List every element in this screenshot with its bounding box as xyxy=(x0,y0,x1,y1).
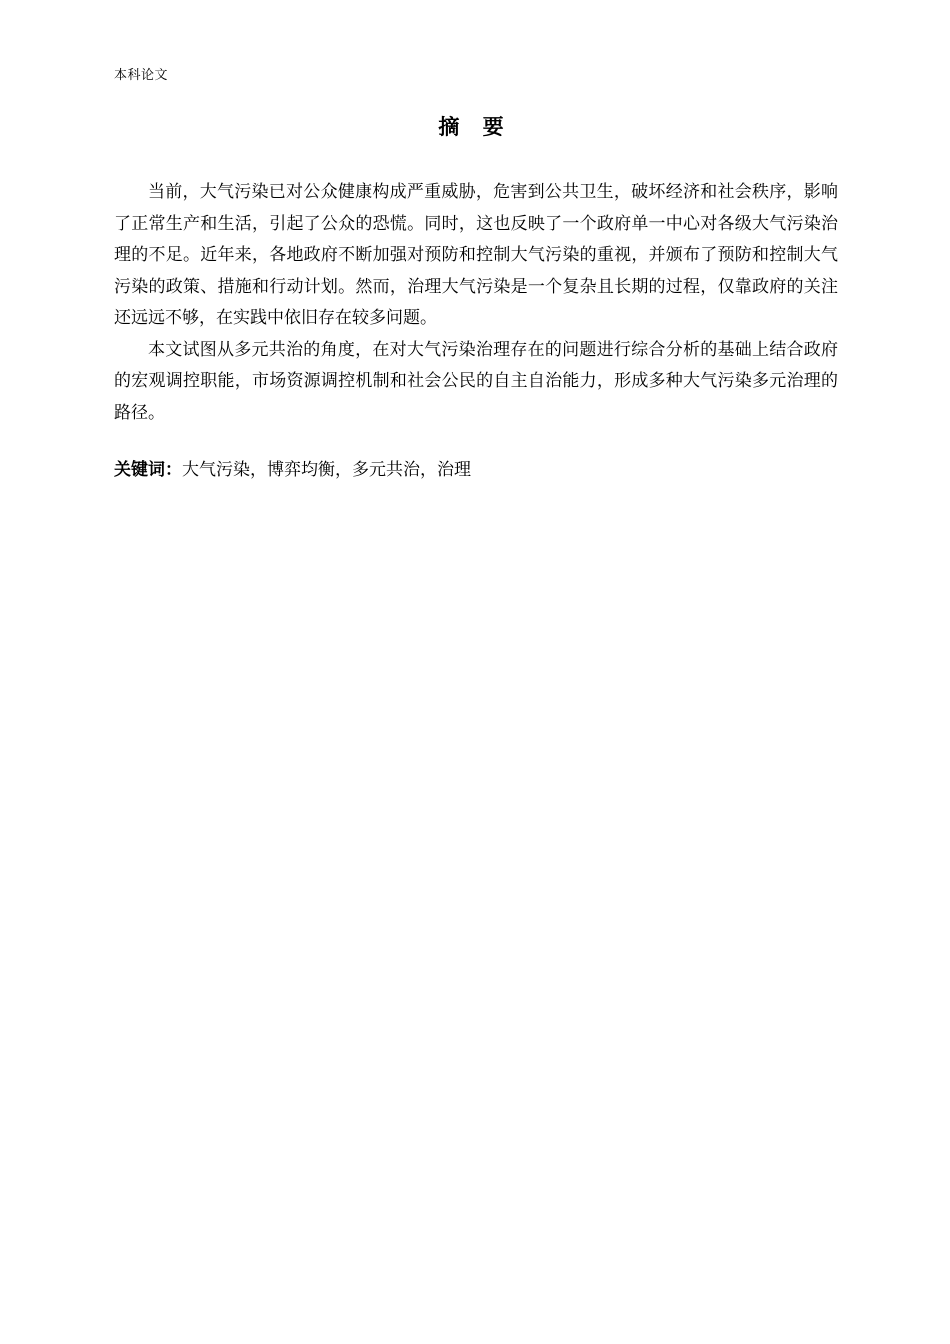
keywords-line xyxy=(114,455,838,486)
abstract-title: 摘 要 xyxy=(438,115,512,139)
keywords-label: 关键词： xyxy=(114,460,182,480)
running-header: 本科论文 xyxy=(114,68,169,83)
keywords-text: 大气污染，博弈均衡，多元共治，治理 xyxy=(182,460,471,480)
abstract-paragraph-1: 当前，大气污染已对公众健康构成严重威胁，危害到公共卫生，破坏经济和社会秩序，影响了正常生产和生活，引起了公众的恐慌。同时，这也反映了一个政府单一中心对各级大气污染治理的不足。近年来，各地政府不断加强对预防和控制大气污染的重视，并颁布了预防和控制大气污染的政策、措施和行动计划。然而，治理大气污染是一个复杂且长期的过程，仅靠政府的关注还远远不够，在实践中依旧存在较多问题。 xyxy=(114,182,838,328)
abstract-body xyxy=(114,177,838,429)
abstract-paragraph-2: 本文试图从多元共治的角度，在对大气污染治理存在的问题进行综合分析的基础上结合政府的宏观调控职能，市场资源调控机制和社会公民的自主自治能力，形成多种大气污染多元治理的路径。 xyxy=(114,339,838,423)
